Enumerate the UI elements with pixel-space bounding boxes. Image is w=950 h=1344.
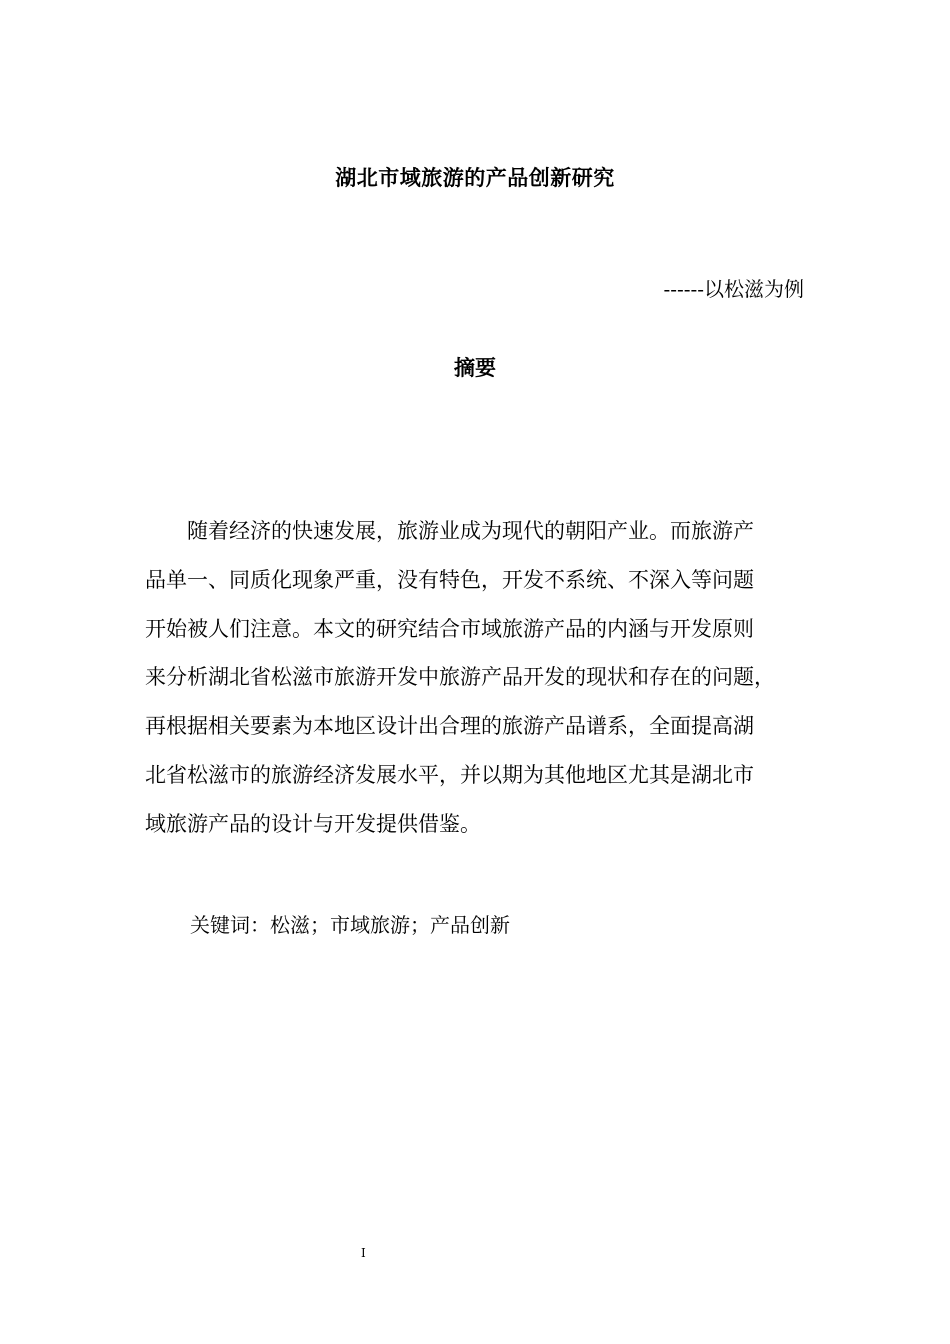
abstract-body [145, 507, 825, 849]
abstract-line: 随着经济的快速发展，旅游业成为现代的朝阳产业。而旅游产 [145, 519, 754, 543]
abstract-line: 域旅游产品的设计与开发提供借鉴。 [145, 811, 481, 836]
abstract-line: 来分析湖北省松滋市旅游开发中旅游产品开发的现状和存在的问题， [145, 665, 775, 690]
abstract-heading: 摘要 [454, 356, 496, 380]
abstract-line: 品单一、同质化现象严重，没有特色，开发不系统、不深入等问题 [145, 567, 754, 592]
abstract-line: 北省松滋市的旅游经济发展水平，并以期为其他地区尤其是湖北市 [145, 762, 754, 787]
page-number: I [361, 1246, 366, 1260]
keywords-label: 关键词： [190, 913, 270, 937]
abstract-line: 再根据相关要素为本地区设计出合理的旅游产品谱系，全面提高湖 [145, 714, 754, 739]
keywords [190, 908, 510, 942]
document-title: 湖北市域旅游的产品创新研究 [335, 166, 615, 190]
keywords-value: 松滋；市域旅游；产品创新 [270, 913, 510, 937]
abstract-line: 开始被人们注意。本文的研究结合市域旅游产品的内涵与开发原则 [145, 616, 754, 641]
document-subtitle: ------以松滋为例 [663, 277, 804, 301]
